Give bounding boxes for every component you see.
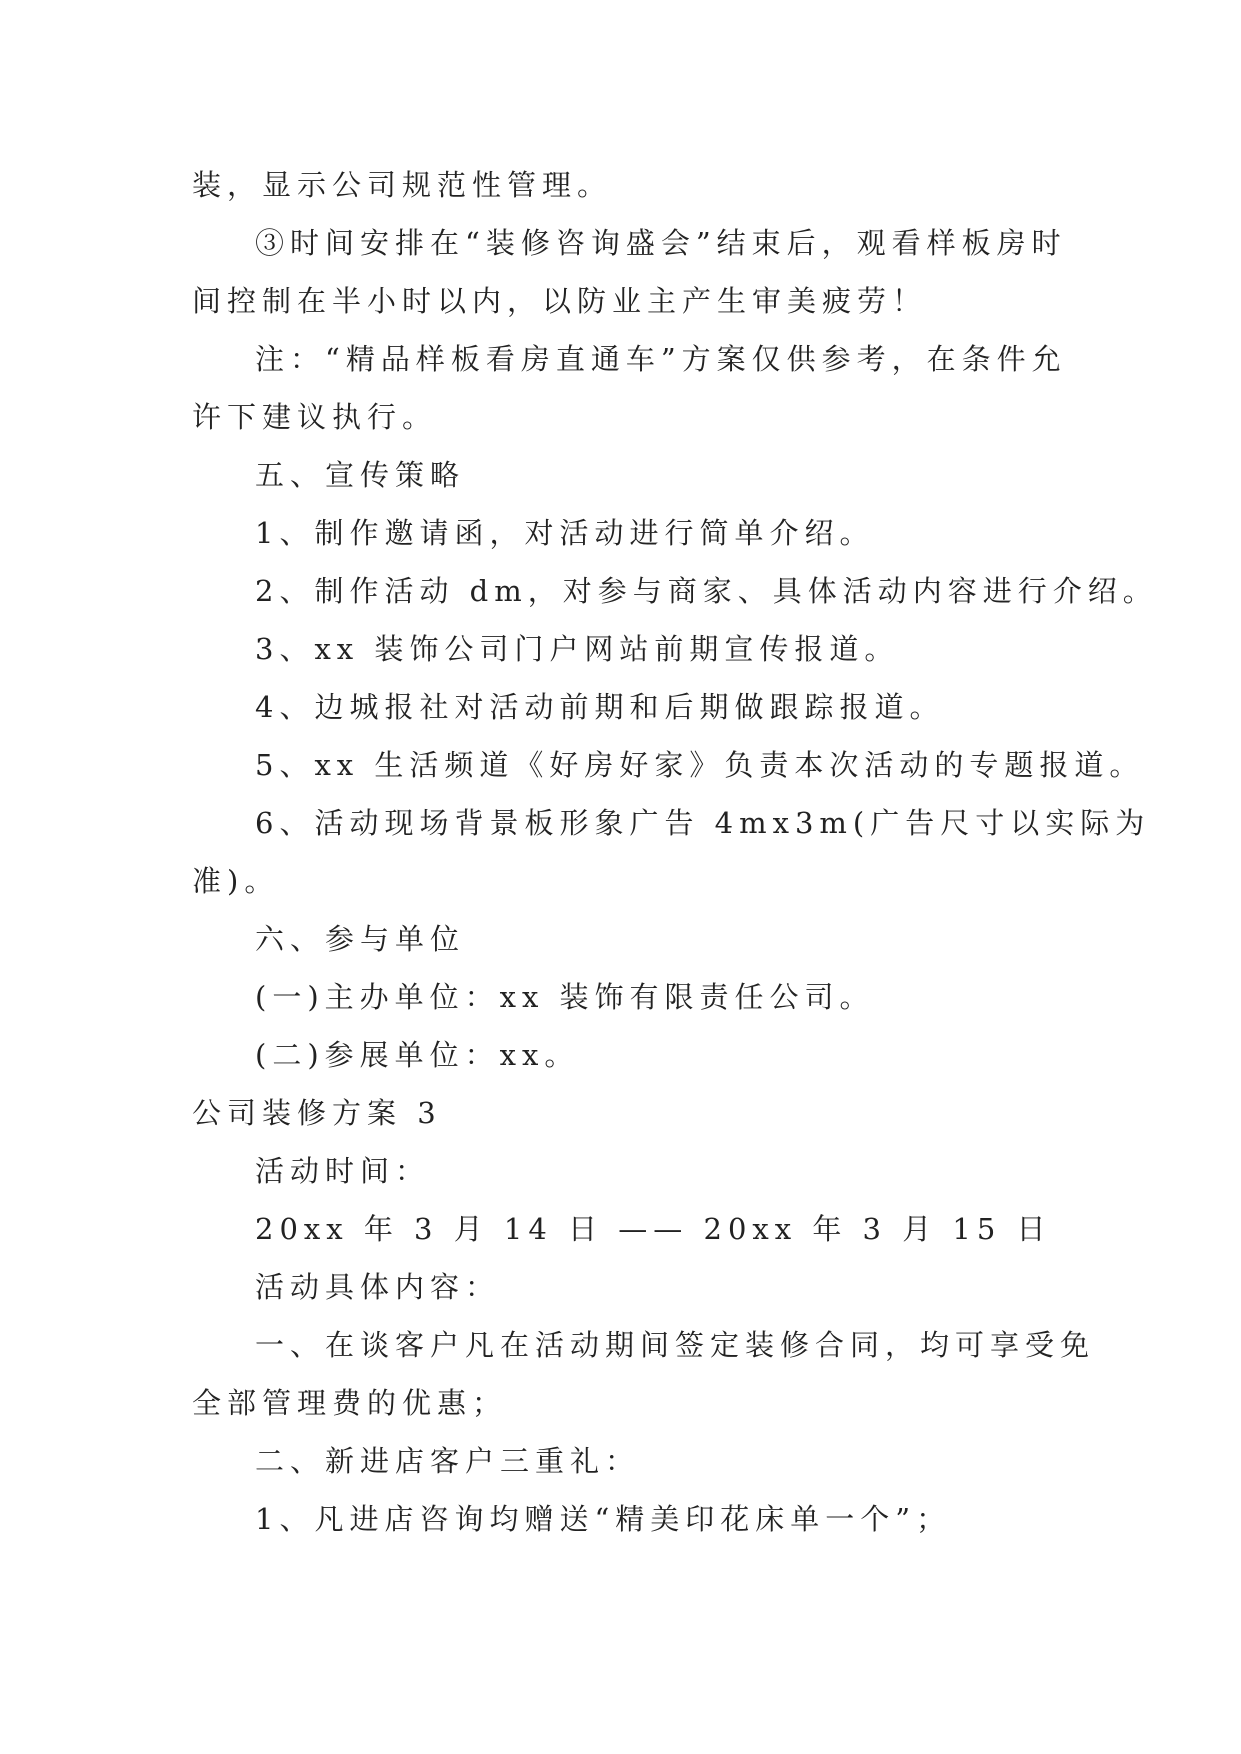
paragraph-line: 活动具体内容： — [255, 1270, 501, 1304]
list-item: 6、活动现场背景板形象广告 4mx3m(广告尺寸以实际为 — [255, 806, 1151, 840]
paragraph-line: ③时间安排在“装修咨询盛会”结束后，观看样板房时 — [255, 226, 1067, 260]
list-item: 3、xx 装饰公司门户网站前期宣传报道。 — [255, 632, 900, 666]
paragraph-line: 一、在谈客户凡在活动期间签定装修合同，均可享受免 — [255, 1328, 1096, 1362]
paragraph-line: 许下建议执行。 — [192, 400, 438, 434]
list-item: 5、xx 生活频道《好房好家》负责本次活动的专题报道。 — [255, 748, 1145, 782]
paragraph-line: 注：“精品样板看房直通车”方案仅供参考，在条件允 — [255, 342, 1067, 376]
section-heading: 六、参与单位 — [255, 922, 466, 956]
paragraph-line: 装，显示公司规范性管理。 — [192, 168, 613, 202]
list-item: 1、凡进店咨询均赠送“精美印花床单一个”； — [255, 1502, 952, 1536]
paragraph-line: 活动时间： — [255, 1154, 431, 1188]
paragraph-line: 准)。 — [192, 864, 280, 898]
paragraph-line: 20xx 年 3 月 14 日 —— 20xx 年 3 月 15 日 — [255, 1212, 1052, 1246]
list-item: 4、边城报社对活动前期和后期做跟踪报道。 — [255, 690, 945, 724]
paragraph-line: 全部管理费的优惠； — [192, 1386, 508, 1420]
list-item: 2、制作活动 dm，对参与商家、具体活动内容进行介绍。 — [255, 574, 1158, 608]
section-heading: 五、宣传策略 — [255, 458, 466, 492]
list-item: (一)主办单位：xx 装饰有限责任公司。 — [255, 980, 875, 1014]
list-item: (二)参展单位：xx。 — [255, 1038, 580, 1072]
document-title: 公司装修方案 3 — [192, 1096, 442, 1130]
paragraph-line: 间控制在半小时以内，以防业主产生审美疲劳！ — [192, 284, 928, 318]
list-item: 1、制作邀请函，对活动进行简单介绍。 — [255, 516, 875, 550]
section-heading: 二、新进店客户三重礼： — [255, 1444, 641, 1478]
